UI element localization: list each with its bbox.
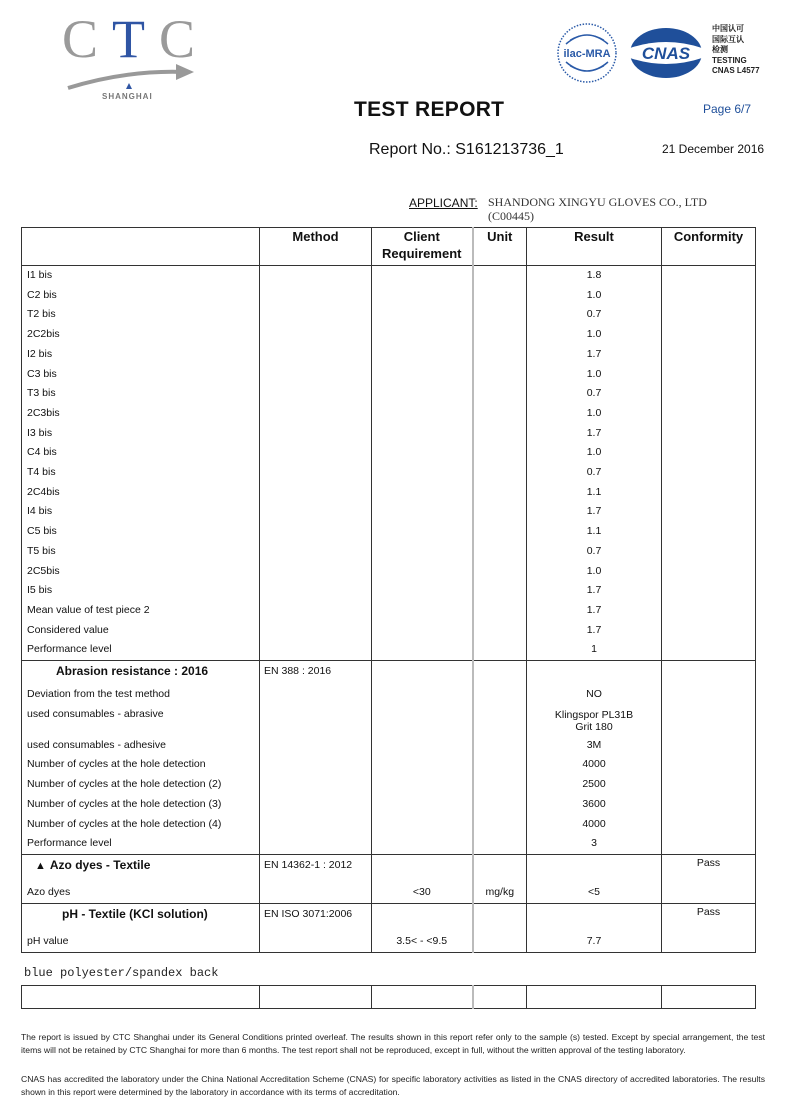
row-unit [473,424,527,444]
table-row [22,365,756,385]
row-requirement [372,621,473,641]
row-requirement [372,522,473,542]
row-unit [473,483,527,503]
row-method [260,775,372,795]
row-conformity [662,424,756,444]
row-result: 1.0 [527,404,662,424]
row-conformity [662,502,756,522]
row-label: 2C4bis [22,483,260,503]
row-unit [473,705,527,736]
table-row [22,705,756,736]
section-requirement [372,661,473,686]
row-method [260,815,372,835]
applicant-label: APPLICANT: [409,196,478,210]
row-conformity [662,834,756,854]
section-unit [473,661,527,686]
table-row [22,443,756,463]
row-conformity [662,705,756,736]
row-method [260,932,372,953]
row-method [260,621,372,641]
row-method [260,834,372,854]
table-row [22,795,756,815]
table-row [22,424,756,444]
row-conformity [662,266,756,286]
row-result: 1.0 [527,325,662,345]
row-label: used consumables - adhesive [22,736,260,756]
table-row [22,522,756,542]
row-conformity [662,581,756,601]
row-label: Mean value of test piece 2 [22,601,260,621]
section-result [527,903,662,932]
row-requirement [372,775,473,795]
row-unit [473,463,527,483]
row-method [260,542,372,562]
table-row [22,755,756,775]
row-requirement [372,345,473,365]
row-unit: mg/kg [473,883,527,904]
row-conformity [662,795,756,815]
table-row [22,815,756,835]
row-result: 1.7 [527,601,662,621]
row-unit [473,522,527,542]
header-unit: Unit [473,228,527,266]
svg-text:ilac-MRA: ilac-MRA [563,48,611,60]
row-result: 1.7 [527,424,662,444]
row-label: used consumables - abrasive [22,705,260,736]
row-method [260,581,372,601]
row-label: Number of cycles at the hole detection (4) [22,815,260,835]
table-row [22,483,756,503]
row-conformity [662,404,756,424]
row-result: 1.0 [527,562,662,582]
row-requirement [372,365,473,385]
row-conformity [662,601,756,621]
header-result: Result [527,228,662,266]
row-result: 7.7 [527,932,662,953]
table-row [22,640,756,660]
row-conformity [662,345,756,365]
section-result [527,854,662,883]
applicant-name: SHANDONG XINGYU GLOVES CO., LTD [488,195,707,209]
row-label: Performance level [22,834,260,854]
row-result: 1.7 [527,621,662,641]
row-label: I3 bis [22,424,260,444]
table-row [22,621,756,641]
row-method [260,685,372,705]
row-requirement [372,581,473,601]
row-label: Performance level [22,640,260,660]
section-method: EN ISO 3071:2006 [260,903,372,932]
row-label: Number of cycles at the hole detection [22,755,260,775]
row-requirement [372,601,473,621]
section-method: EN 14362-1 : 2012 [260,854,372,883]
row-unit [473,305,527,325]
table-row [22,685,756,705]
row-conformity [662,883,756,904]
section-requirement [372,903,473,932]
row-unit [473,443,527,463]
row-requirement [372,404,473,424]
section-title [22,903,260,932]
row-unit [473,384,527,404]
header-conformity: Conformity [662,228,756,266]
report-number: Report No.: S161213736_1 [369,141,564,158]
row-label: Azo dyes [22,883,260,904]
row-requirement: 3.5< - <9.5 [372,932,473,953]
row-conformity [662,932,756,953]
row-result: 0.7 [527,542,662,562]
table-row [22,736,756,756]
row-result: 4000 [527,755,662,775]
row-requirement [372,834,473,854]
row-unit [473,621,527,641]
row-result: 2500 [527,775,662,795]
row-label: Number of cycles at the hole detection (3) [22,795,260,815]
row-result: 1.7 [527,502,662,522]
svg-text:CNAS: CNAS [641,44,691,63]
section-unit [473,903,527,932]
row-requirement [372,795,473,815]
table-row [22,345,756,365]
row-method [260,345,372,365]
row-conformity [662,542,756,562]
row-result: <5 [527,883,662,904]
row-requirement [372,502,473,522]
row-unit [473,345,527,365]
row-result: NO [527,685,662,705]
row-unit [473,685,527,705]
row-requirement [372,483,473,503]
row-requirement [372,815,473,835]
row-unit [473,502,527,522]
row-result: 1.0 [527,286,662,306]
row-conformity [662,325,756,345]
row-label: pH value [22,932,260,953]
row-requirement [372,705,473,736]
report-date: 21 December 2016 [662,142,765,156]
row-method [260,640,372,660]
footer-cnas-note: CNAS has accredited the laboratory under the China National Accreditation Scheme (CNAS) for specific laboratory activities as listed in the CNAS directory of accredited laboratories. The results shown in this report were determined by the laboratory in accordance with its terms of accreditation. [21,1074,765,1097]
table-row [22,286,756,306]
row-conformity [662,755,756,775]
row-label: Considered value [22,621,260,641]
row-unit [473,834,527,854]
header-method: Method [260,228,372,266]
row-method [260,404,372,424]
row-unit [473,266,527,286]
row-unit [473,736,527,756]
row-conformity [662,621,756,641]
row-method [260,365,372,385]
section-requirement [372,854,473,883]
section-title-text: pH - Textile (KCl solution) [62,906,208,921]
row-conformity [662,775,756,795]
row-requirement [372,325,473,345]
row-label: Deviation from the test method [22,685,260,705]
table-row [22,266,756,286]
row-unit [473,286,527,306]
row-conformity [662,443,756,463]
table-row [22,384,756,404]
section-header-row [22,903,756,932]
row-unit [473,404,527,424]
row-result: 0.7 [527,305,662,325]
row-requirement [372,640,473,660]
row-unit [473,755,527,775]
row-method [260,883,372,904]
row-method [260,736,372,756]
table-row [22,502,756,522]
row-result: 1.7 [527,345,662,365]
table-row [22,562,756,582]
applicant-code: (C00445) [488,209,534,223]
report-title: TEST REPORT [354,98,505,121]
row-requirement [372,305,473,325]
row-method [260,463,372,483]
row-unit [473,542,527,562]
table-header-row [22,228,756,266]
row-method [260,601,372,621]
row-method [260,305,372,325]
row-unit [473,932,527,953]
row-unit [473,795,527,815]
row-requirement [372,424,473,444]
row-result: 0.7 [527,384,662,404]
row-unit [473,325,527,345]
row-result: Klingspor PL31B Grit 180 [527,705,662,736]
row-conformity [662,562,756,582]
row-method [260,522,372,542]
section-unit [473,854,527,883]
row-requirement [372,443,473,463]
page-number: Page 6/7 [703,102,752,116]
row-method [260,755,372,775]
table-row [22,601,756,621]
row-unit [473,562,527,582]
table-row [22,775,756,795]
row-unit [473,815,527,835]
row-result: 1.0 [527,443,662,463]
section-result [527,661,662,686]
row-method [260,286,372,306]
section-header-row [22,854,756,883]
row-requirement [372,286,473,306]
row-method [260,384,372,404]
row-conformity [662,463,756,483]
row-result: 3600 [527,795,662,815]
table-row [22,581,756,601]
row-result: 1.0 [527,365,662,385]
row-method [260,325,372,345]
row-method [260,483,372,503]
row-requirement [372,542,473,562]
table-row [22,883,756,904]
section-method: EN 388 : 2016 [260,661,372,686]
row-requirement [372,463,473,483]
row-label: C4 bis [22,443,260,463]
section-conformity [662,661,756,686]
row-unit [473,640,527,660]
row-requirement [372,562,473,582]
cnas-accreditation-text: 中国认可 国际互认 检测 TESTING CNAS L4577 [712,24,760,75]
row-label: I5 bis [22,581,260,601]
row-label: I1 bis [22,266,260,286]
applicant-value [488,195,707,223]
row-label: 2C3bis [22,404,260,424]
table-row [22,932,756,953]
row-conformity [662,483,756,503]
row-unit [473,365,527,385]
row-label: Number of cycles at the hole detection (2) [22,775,260,795]
row-method [260,502,372,522]
row-unit [473,601,527,621]
sample-label: blue polyester/spandex back [24,966,219,980]
section-conformity: Pass [662,903,756,932]
row-label: T5 bis [22,542,260,562]
row-method [260,705,372,736]
ilac-mra-logo-icon [556,22,618,84]
row-label: T2 bis [22,305,260,325]
row-conformity [662,365,756,385]
section-title-text: Abrasion resistance : 2016 [56,664,209,679]
table-row [22,834,756,854]
row-requirement: <30 [372,883,473,904]
row-method [260,795,372,815]
row-label: 2C2bis [22,325,260,345]
row-conformity [662,522,756,542]
row-result: 1.8 [527,266,662,286]
cnas-logo-icon [628,26,704,80]
sample2-table [21,985,756,1009]
table-row [22,542,756,562]
table-row [22,404,756,424]
row-conformity [662,305,756,325]
row-unit [473,581,527,601]
ctc-logo [62,9,210,107]
header-client-requirement: Client Requirement [372,228,473,266]
arrow-swoosh-icon [66,58,196,92]
row-conformity [662,384,756,404]
row-unit [473,775,527,795]
row-label: 2C5bis [22,562,260,582]
row-result: 1.1 [527,522,662,542]
row-label: I4 bis [22,502,260,522]
row-requirement [372,755,473,775]
row-result: 1.7 [527,581,662,601]
section-conformity: Pass [662,854,756,883]
row-conformity [662,815,756,835]
row-result: 3 [527,834,662,854]
row-result: 1 [527,640,662,660]
ctc-city-label: SHANGHAI [102,92,153,101]
row-result: 3M [527,736,662,756]
table-row [22,463,756,483]
row-label: C5 bis [22,522,260,542]
ctc-logo-letters: CTC [62,9,210,69]
row-label: C3 bis [22,365,260,385]
table-row [22,325,756,345]
row-conformity [662,286,756,306]
row-method [260,562,372,582]
table-row [22,305,756,325]
section-title [22,854,260,883]
results-table [21,227,756,953]
section-title [22,661,260,686]
row-requirement [372,266,473,286]
footer-disclaimer: The report is issued by CTC Shanghai under its General Conditions printed overleaf. The results shown in this report refer only to the sample (s) tested. Except by special arrangement, the test items will not be retained by CTC Shanghai for more than 6 months. The test report shall not be reproduced, except in full, without the written approval of the testing laboratory. [21,1032,765,1055]
row-requirement [372,685,473,705]
triangle-marker-icon: ▲ [35,859,46,872]
row-result: 0.7 [527,463,662,483]
section-title-text: Azo dyes - Textile [49,857,151,872]
row-label: T4 bis [22,463,260,483]
row-conformity [662,685,756,705]
row-method [260,266,372,286]
row-label: C2 bis [22,286,260,306]
empty-table-row [22,986,756,1009]
row-requirement [372,384,473,404]
row-conformity [662,640,756,660]
section-header-row [22,661,756,686]
row-method [260,443,372,463]
row-requirement [372,736,473,756]
row-label: I2 bis [22,345,260,365]
row-result: 1.1 [527,483,662,503]
row-method [260,424,372,444]
row-result: 4000 [527,815,662,835]
row-label: T3 bis [22,384,260,404]
header-item [22,228,260,266]
row-conformity [662,736,756,756]
